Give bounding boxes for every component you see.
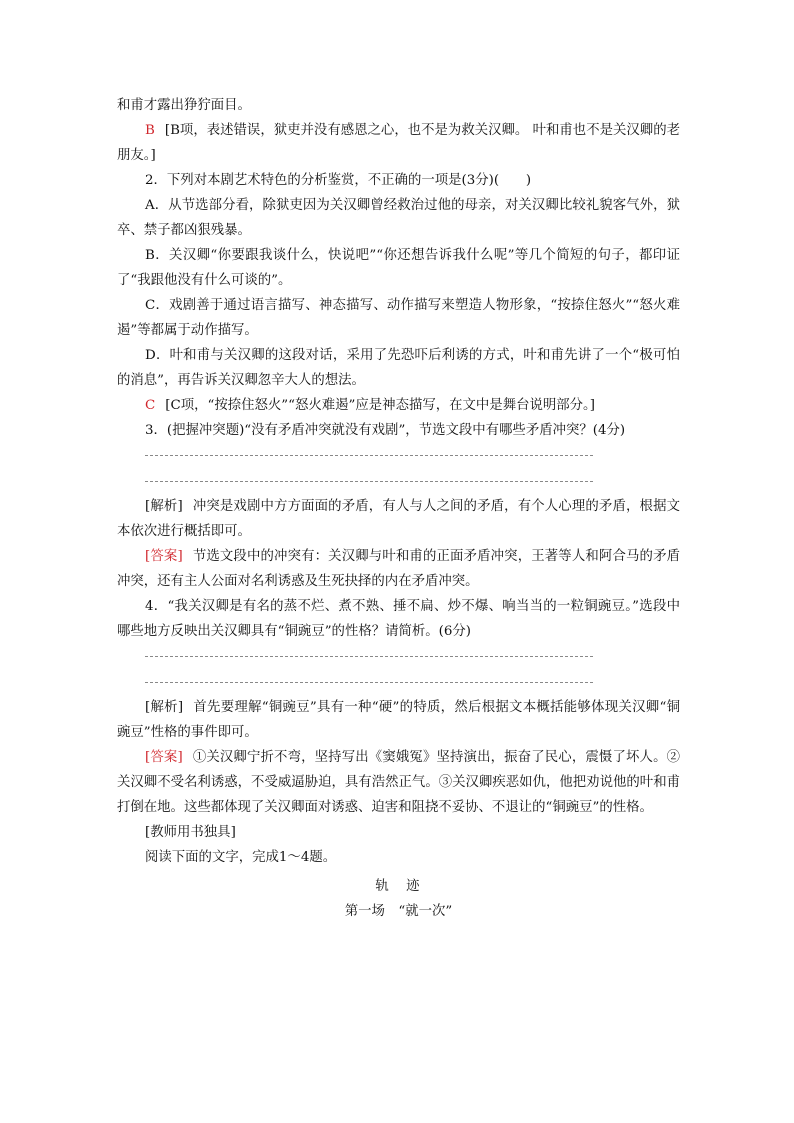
q2-stem: 2．下列对本剧艺术特色的分析鉴赏，不正确的一项是(3分)( ) <box>145 173 532 188</box>
analysis-tag: [解析] <box>145 499 183 514</box>
q4-analysis <box>117 695 680 745</box>
reading-prompt: 阅读下面的文字，完成1～4题。 <box>145 850 337 865</box>
answer-text: 节选文段中的冲突有：关汉卿与叶和甫的正面矛盾冲突，王著等人和阿合马的矛盾冲突，还有主人公面对名利诱惑及生死抉择的内在矛盾冲突。 <box>117 549 680 589</box>
q2-answer-letter: C <box>145 398 156 413</box>
q2-option-d: D．叶和甫与关汉卿的这段对话，采用了先恐吓后利诱的方式，叶和甫先讲了一个“极可怕的消息”，再告诉关汉卿忽辛大人的想法。 <box>117 348 680 388</box>
q2-option-c: C．戏剧善于通过语言描写、神态描写、动作描写来塑造人物形象，“按捺住怒火”“怒火难遏”等都属于动作描写。 <box>117 298 680 338</box>
text-column <box>117 93 680 924</box>
q1-answer <box>117 118 680 168</box>
q4-answer <box>117 745 680 820</box>
paragraph-continuation: 和甫才露出狰狞面目。 <box>117 98 251 113</box>
analysis-text: 冲突是戏剧中方方面面的矛盾，有人与人之间的矛盾，有个人心理的矛盾，根据文本依次进行概括即可。 <box>117 499 680 539</box>
answer-blank-line <box>145 455 593 456</box>
passage-title: 轨 迹 <box>375 879 422 894</box>
answer-blank-line <box>145 656 593 657</box>
answer-blank-line <box>145 481 593 482</box>
q3-analysis <box>117 494 680 544</box>
q2-answer <box>117 393 680 418</box>
q2-option-b: B．关汉卿“你要跟我谈什么，快说吧”“你还想告诉我什么呢”等几个简短的句子，都印证了“我跟他没有什么可谈的”。 <box>117 248 680 288</box>
answer-text: ①关汉卿宁折不弯，坚持写出《窦娥冤》坚持演出，振奋了民心，震慑了坏人。②关汉卿不受名利诱惑，不受威逼胁迫，具有浩然正气。③关汉卿疾恶如仇，他把劝说他的叶和甫打倒在地。这些都体现了关汉卿面对诱惑、迫害和阻挠不妥协、不退让的“铜豌豆”的性格。 <box>117 750 680 815</box>
q1-answer-letter: B <box>145 123 155 138</box>
answer-tag: [答案] <box>145 750 183 765</box>
scene-heading: 第一场 “就一次” <box>344 904 453 919</box>
answer-tag: [答案] <box>145 549 183 564</box>
analysis-tag: [解析] <box>145 700 184 715</box>
answer-blank-line <box>145 682 593 683</box>
analysis-text: 首先要理解“铜豌豆”具有一种“硬”的特质，然后根据文本概括能够体现关汉卿“铜豌豆”性格的事件即可。 <box>117 700 680 740</box>
q2-explanation: [C项，“按捺住怒火”“怒火难遏”应是神态描写，在文中是舞台说明部分。] <box>165 398 595 413</box>
q1-explanation: [B项，表述错误，狱吏并没有感恩之心，也不是为救关汉卿。 叶和甫也不是关汉卿的老朋友。] <box>117 123 680 163</box>
q2-option-a: A．从节选部分看，除狱吏因为关汉卿曾经救治过他的母亲，对关汉卿比较礼貌客气外，狱卒、禁子都凶狠残暴。 <box>117 198 680 238</box>
q3-answer <box>117 544 680 594</box>
q4-stem: 4．“我关汉卿是有名的蒸不烂、煮不熟、捶不扁、炒不爆、响当当的一粒铜豌豆。”选段中哪些地方反映出关汉卿具有“铜豌豆”的性格？请简析。(6分) <box>117 599 680 639</box>
teacher-note: [教师用书独具] <box>145 825 236 840</box>
q3-stem: 3．(把握冲突题)“没有矛盾冲突就没有戏剧”，节选文段中有哪些矛盾冲突？(4分) <box>145 423 626 438</box>
